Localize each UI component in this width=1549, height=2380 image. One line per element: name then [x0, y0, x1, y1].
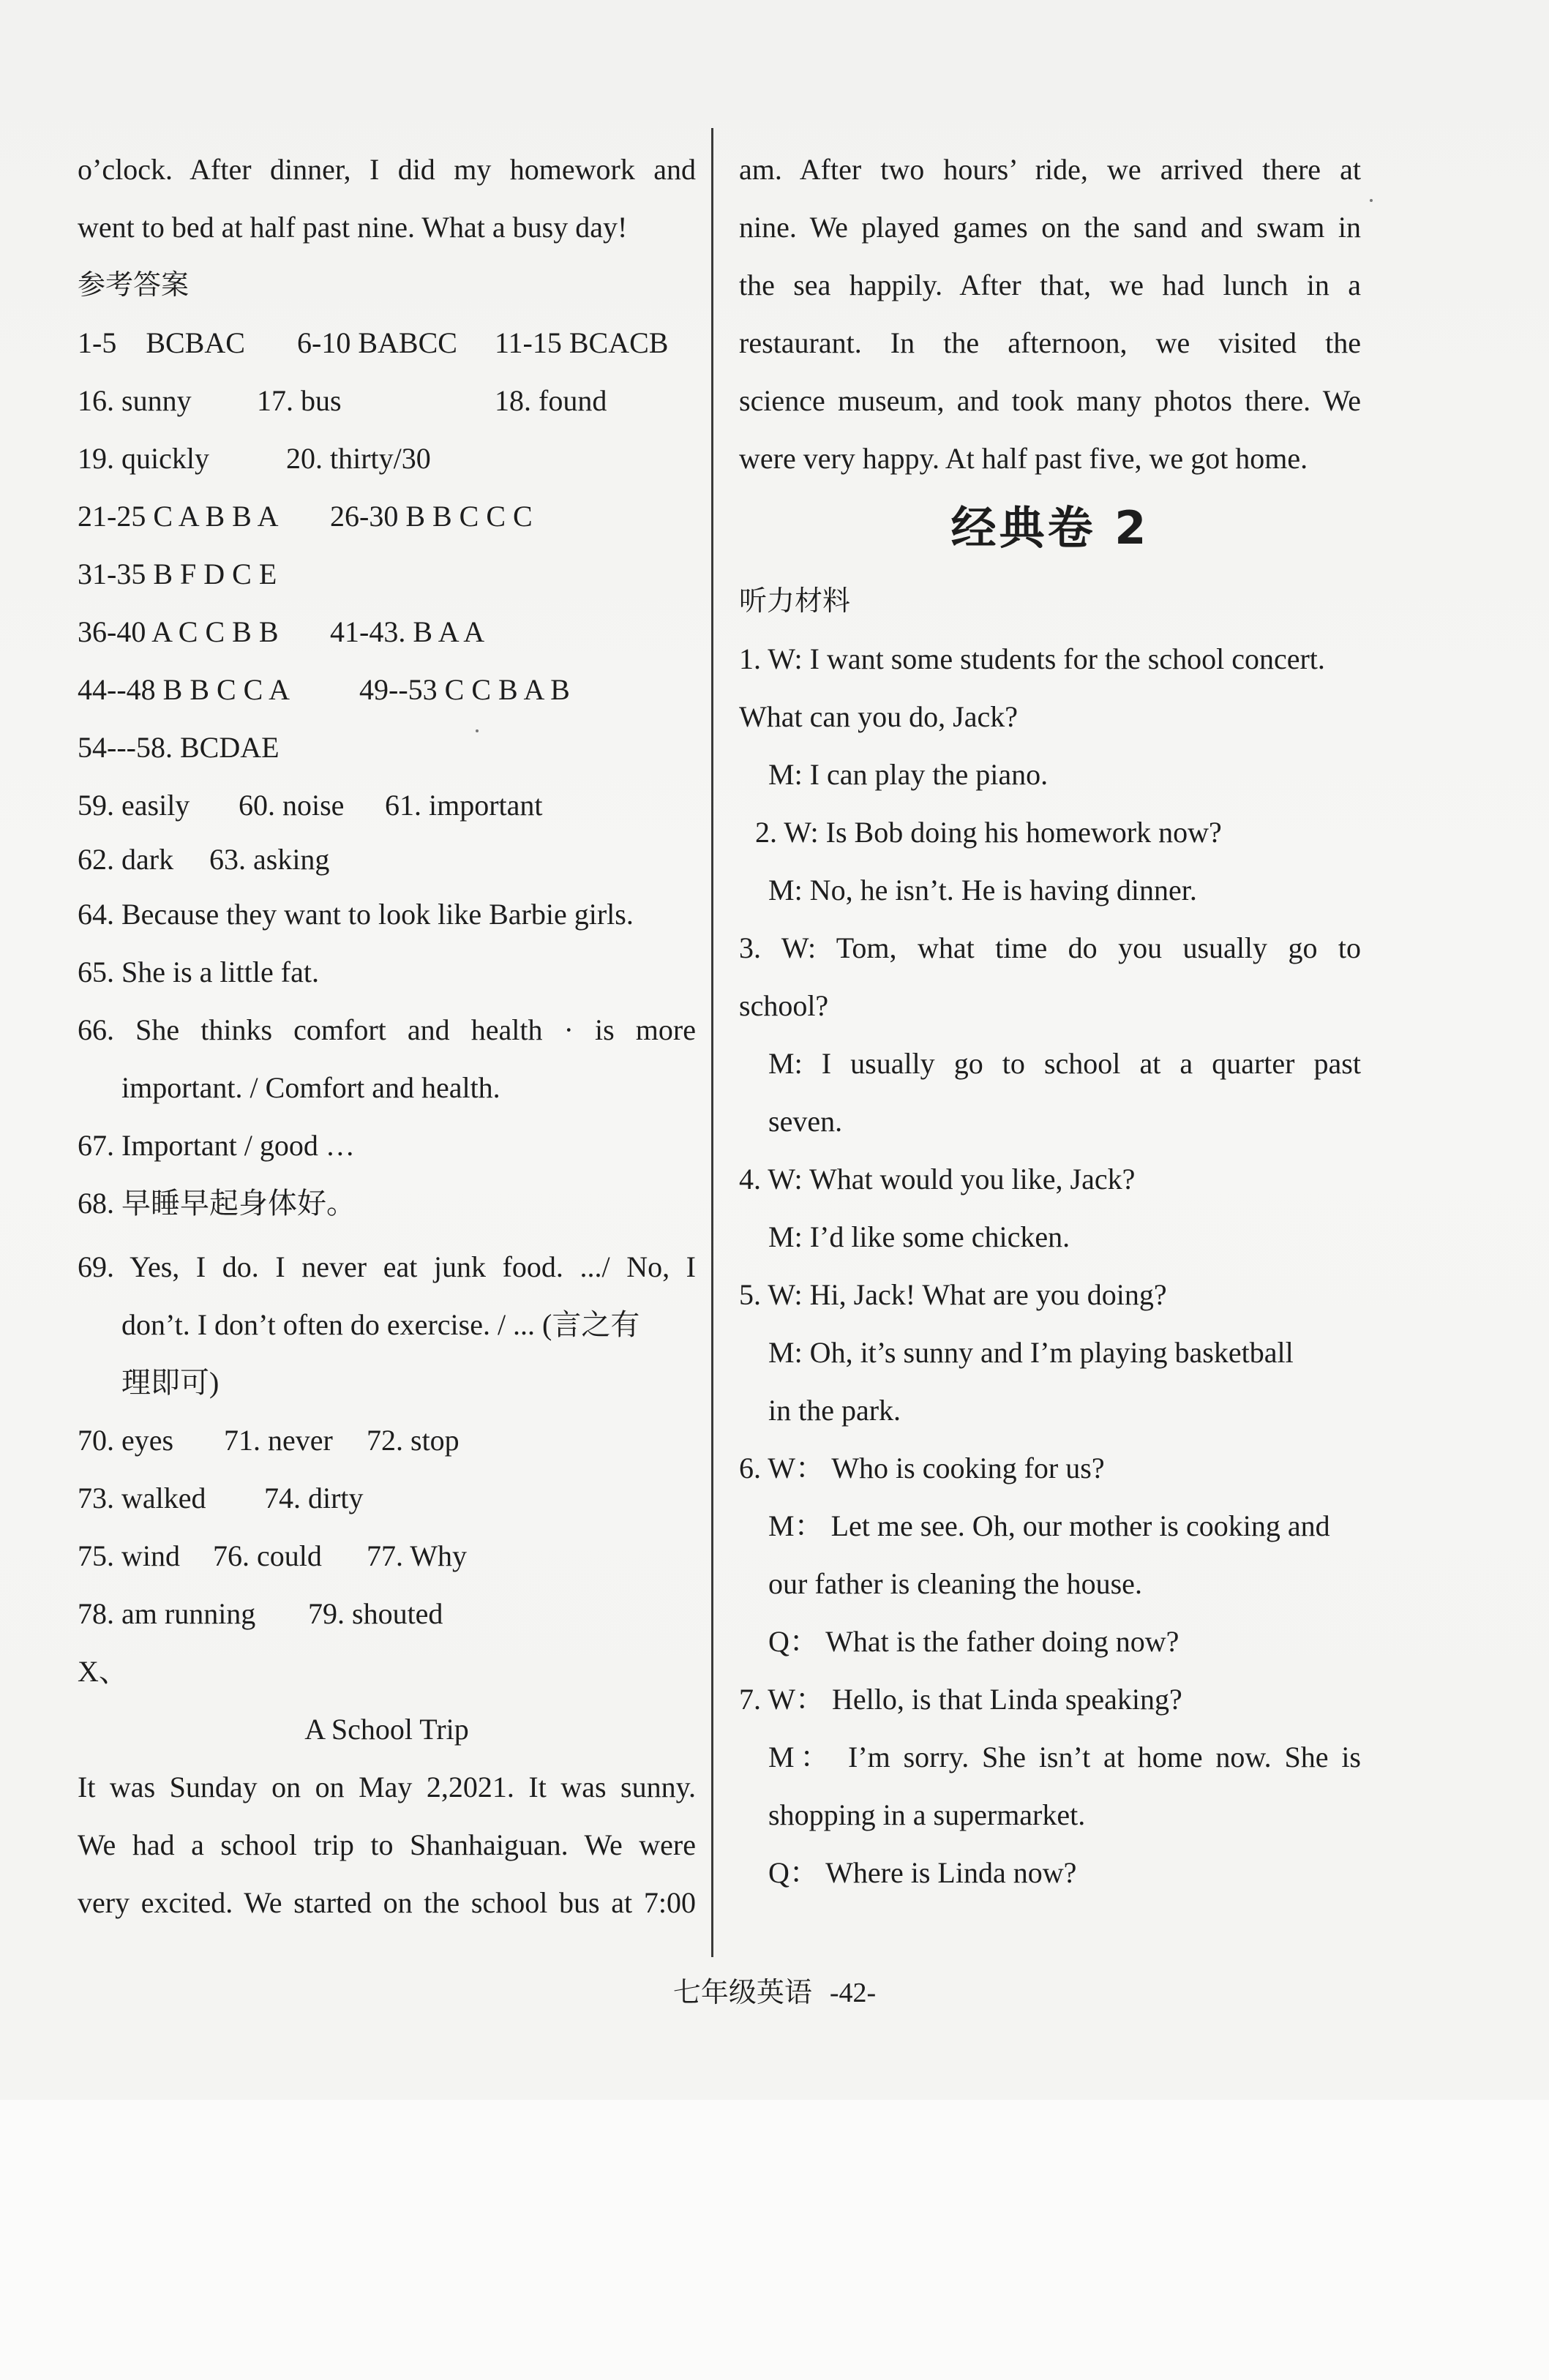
answer-item: 6-10 BABCC: [297, 326, 457, 359]
answer-row: [78, 1527, 696, 1585]
answer-row: 31-35 B F D C E: [78, 558, 277, 590]
answer-row: 69. Yes, I do. I never eat junk food. .../ No, I: [78, 1250, 696, 1283]
answer-item: 60. noise: [239, 789, 345, 822]
essay-line: the sea happily. After that, we had lunch in a: [739, 269, 1361, 301]
answer-item: 71. never: [224, 1424, 333, 1457]
answer-item: 70. eyes: [78, 1424, 174, 1457]
right-column: [739, 140, 1361, 1902]
answer-row: [78, 834, 696, 885]
answer-item: 18. found: [495, 384, 607, 417]
page-footer: [0, 1970, 1549, 2010]
answer-item: 26-30 B B C C C: [330, 500, 533, 533]
answer-item: 62. dark: [78, 843, 174, 876]
answer-row: [78, 661, 696, 718]
script-line: our father is cleaning the house.: [768, 1567, 1142, 1600]
answer-item: 63. asking: [209, 843, 330, 876]
answer-item: 76. could: [213, 1539, 322, 1572]
answer-item: 21-25 C A B B A: [78, 500, 279, 533]
section-marker: X、: [78, 1655, 128, 1688]
script-line: 2. W: Is Bob doing his homework now?: [755, 816, 1222, 849]
answer-item: 1-5 BCBAC: [78, 326, 245, 359]
script-line: M: Oh, it’s sunny and I’m playing basketball: [768, 1336, 1294, 1369]
essay-line: am. After two hours’ ride, we arrived there at: [739, 153, 1361, 186]
script-line: seven.: [768, 1105, 843, 1138]
script-line: 5. W: Hi, Jack! What are you doing?: [739, 1278, 1167, 1311]
text-line: o’clock. After dinner, I did my homework and: [78, 153, 696, 186]
answer-row: [78, 1585, 696, 1643]
answer-row: [78, 776, 696, 834]
essay-line: nine. We played games on the sand and swam in: [739, 211, 1361, 244]
essay-title: A School Trip: [304, 1713, 469, 1746]
answer-row: [78, 1469, 696, 1527]
scan-speck: [1370, 199, 1373, 202]
answer-row: [78, 314, 696, 372]
answer-row: 65. She is a little fat.: [78, 956, 319, 988]
text-line: went to bed at half past nine. What a busy day!: [78, 211, 628, 244]
answers-heading: 参考答案: [78, 269, 190, 301]
essay-line: It was Sunday on on May 2,2021. It was sunny.: [78, 1771, 696, 1803]
answer-item: 16. sunny: [78, 384, 192, 417]
answer-row: important. / Comfort and health.: [121, 1071, 500, 1104]
answer-row: [78, 603, 696, 661]
footer-subject: 七年级英语: [672, 1976, 812, 2008]
script-line: M： I’m sorry. She isn’t at home now. She is: [768, 1741, 1361, 1773]
script-line: shopping in a supermarket.: [768, 1798, 1086, 1831]
script-line: 4. W: What would you like, Jack?: [739, 1163, 1136, 1195]
script-line: M: I usually go to school at a quarter past: [768, 1047, 1361, 1080]
answer-item: 78. am running: [78, 1597, 256, 1630]
answer-item: 61. important: [385, 789, 543, 822]
answer-row: [78, 429, 696, 487]
essay-line: restaurant. In the afternoon, we visited the: [739, 326, 1361, 359]
answer-item: 20. thirty/30: [286, 442, 431, 475]
script-line: M: No, he isn’t. He is having dinner.: [768, 874, 1197, 906]
section-title: 经典卷 2: [950, 501, 1149, 555]
answer-row: 68. 早睡早起身体好。: [78, 1187, 356, 1220]
answer-item: 75. wind: [78, 1539, 180, 1572]
column-divider: [711, 128, 713, 1957]
answer-item: 74. dirty: [264, 1482, 364, 1514]
answer-item: 44--48 B B C C A: [78, 673, 290, 706]
answer-row: 67. Important / good …: [78, 1129, 355, 1162]
blank-margin: [0, 2100, 1549, 2380]
answer-row: [78, 487, 696, 545]
essay-line: were very happy. At half past five, we got home.: [739, 442, 1308, 475]
script-line: 7. W： Hello, is that Linda speaking?: [739, 1683, 1182, 1716]
page-number: -42-: [829, 1978, 877, 2008]
left-column: [78, 140, 696, 1932]
script-line: Q： Where is Linda now?: [768, 1856, 1077, 1889]
answer-row: 理即可): [121, 1366, 220, 1399]
essay-line: science museum, and took many photos there. We: [739, 384, 1361, 417]
answer-row: [78, 372, 696, 429]
answer-row: 54---58. BCDAE: [78, 731, 280, 764]
scan-speck: [476, 729, 479, 732]
essay-line: We had a school trip to Shanhaiguan. We were: [78, 1828, 696, 1861]
script-line: in the park.: [768, 1394, 901, 1427]
script-line: school?: [739, 989, 829, 1022]
answer-item: 77. Why: [367, 1539, 468, 1572]
answer-item: 17. bus: [257, 384, 342, 417]
answer-item: 59. easily: [78, 789, 190, 822]
answer-item: 79. shouted: [308, 1597, 443, 1630]
answer-row: 66. She thinks comfort and health · is more: [78, 1013, 696, 1046]
answer-row: 64. Because they want to look like Barbie girls.: [78, 898, 634, 931]
answer-item: 72. stop: [367, 1424, 460, 1457]
script-line: 3. W: Tom, what time do you usually go to: [739, 931, 1361, 964]
script-line: M: I can play the piano.: [768, 758, 1049, 791]
answer-item: 11-15 BCACB: [495, 326, 669, 359]
script-line: Q： What is the father doing now?: [768, 1625, 1179, 1658]
answer-item: 73. walked: [78, 1482, 206, 1514]
script-line: 1. W: I want some students for the school concert.: [739, 642, 1325, 675]
answer-item: 19. quickly: [78, 442, 209, 475]
script-line: M： Let me see. Oh, our mother is cooking and: [768, 1509, 1330, 1542]
answer-row: don’t. I don’t often do exercise. / ... (言之有: [121, 1308, 640, 1341]
essay-line: very excited. We started on the school bus at 7:00: [78, 1886, 696, 1919]
listening-heading: 听力材料: [739, 585, 851, 617]
script-line: M: I’d like some chicken.: [768, 1220, 1070, 1253]
answer-item: 49--53 C C B A B: [359, 673, 570, 706]
script-line: 6. W： Who is cooking for us?: [739, 1452, 1105, 1484]
answer-item: 41-43. B A A: [330, 615, 485, 648]
script-line: What can you do, Jack?: [739, 700, 1018, 733]
answer-row: [78, 1411, 696, 1469]
answer-item: 36-40 A C C B B: [78, 615, 279, 648]
